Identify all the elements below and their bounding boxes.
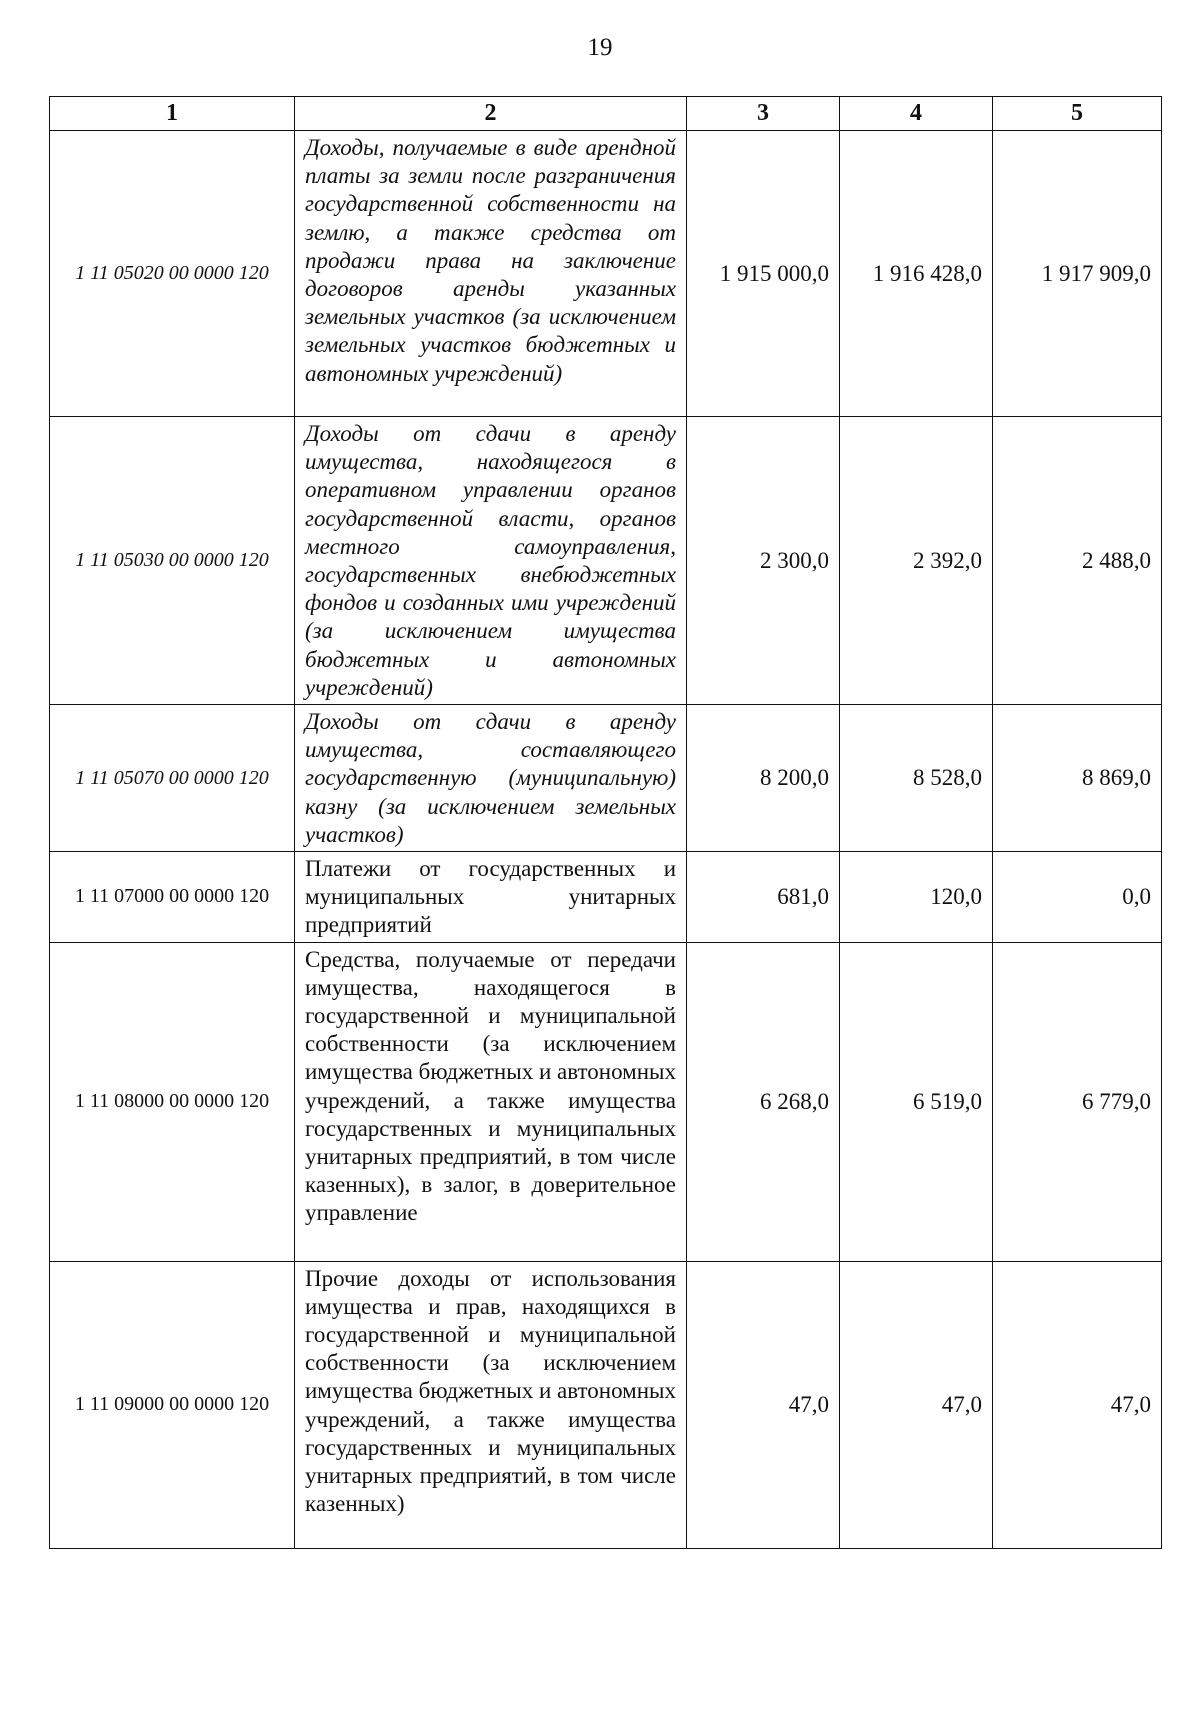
revenue-code: 1 11 07000 00 0000 120 — [50, 852, 295, 943]
revenue-description: Доходы от сдачи в аренду имущества, составляющего государственную (муниципальную) казну (за исключением земельных участков) — [295, 705, 687, 852]
revenue-code: 1 11 05020 00 0000 120 — [50, 131, 295, 417]
revenue-code: 1 11 09000 00 0000 120 — [50, 1261, 295, 1548]
amount-col4: 6 519,0 — [840, 942, 993, 1261]
table-row — [50, 1261, 1162, 1548]
amount-col3: 6 268,0 — [687, 942, 840, 1261]
amount-col5: 8 869,0 — [993, 705, 1162, 852]
amount-col5: 6 779,0 — [993, 942, 1162, 1261]
table-row — [50, 852, 1162, 943]
amount-col4: 120,0 — [840, 852, 993, 943]
amount-col3: 2 300,0 — [687, 417, 840, 705]
revenue-code: 1 11 05030 00 0000 120 — [50, 417, 295, 705]
revenue-description: Доходы, получаемые в виде арендной платы за земли после разграничения государственной собственности на землю, а также средства от продажи права на заключение договоров аренды указанных земельных участков (за исключением земельных участков бюджетных и автономных учреждений) — [295, 131, 687, 417]
amount-col3: 47,0 — [687, 1261, 840, 1548]
amount-col4: 2 392,0 — [840, 417, 993, 705]
amount-col3: 681,0 — [687, 852, 840, 943]
revenue-description: Средства, получаемые от передачи имущества, находящегося в государственной и муниципальной собственности (за исключением имущества бюджетных и автономных учреждений, а также имущества государственных и муниципальных унитарных предприятий, в том числе казенных), в залог, в доверительное управление — [295, 942, 687, 1261]
revenue-code: 1 11 05070 00 0000 120 — [50, 705, 295, 852]
table-row — [50, 942, 1162, 1261]
table-row — [50, 705, 1162, 852]
revenue-description: Прочие доходы от использования имущества и прав, находящихся в государственной и муниципальной собственности (за исключением имущества бюджетных и автономных учреждений, а также имущества государственных и муниципальных унитарных предприятий, в том числе казенных) — [295, 1261, 687, 1548]
column-header-2: 2 — [295, 97, 687, 131]
table-row — [50, 131, 1162, 417]
amount-col5: 0,0 — [993, 852, 1162, 943]
amount-col5: 47,0 — [993, 1261, 1162, 1548]
amount-col5: 2 488,0 — [993, 417, 1162, 705]
revenue-description: Доходы от сдачи в аренду имущества, находящегося в оперативном управлении органов государственной власти, органов местного самоуправления, государственных внебюджетных фондов и созданных ими учреждений (за исключением имущества бюджетных и автономных учреждений) — [295, 417, 687, 705]
revenue-table — [49, 96, 1162, 1549]
column-header-1: 1 — [50, 97, 295, 131]
revenue-description: Платежи от государственных и муниципальных унитарных предприятий — [295, 852, 687, 943]
column-header-3: 3 — [687, 97, 840, 131]
column-header-4: 4 — [840, 97, 993, 131]
table-header-row — [50, 97, 1162, 131]
table-row — [50, 417, 1162, 705]
column-header-5: 5 — [993, 97, 1162, 131]
page-number: 19 — [587, 34, 613, 61]
amount-col4: 8 528,0 — [840, 705, 993, 852]
revenue-code: 1 11 08000 00 0000 120 — [50, 942, 295, 1261]
amount-col4: 47,0 — [840, 1261, 993, 1548]
amount-col3: 8 200,0 — [687, 705, 840, 852]
amount-col4: 1 916 428,0 — [840, 131, 993, 417]
amount-col3: 1 915 000,0 — [687, 131, 840, 417]
amount-col5: 1 917 909,0 — [993, 131, 1162, 417]
